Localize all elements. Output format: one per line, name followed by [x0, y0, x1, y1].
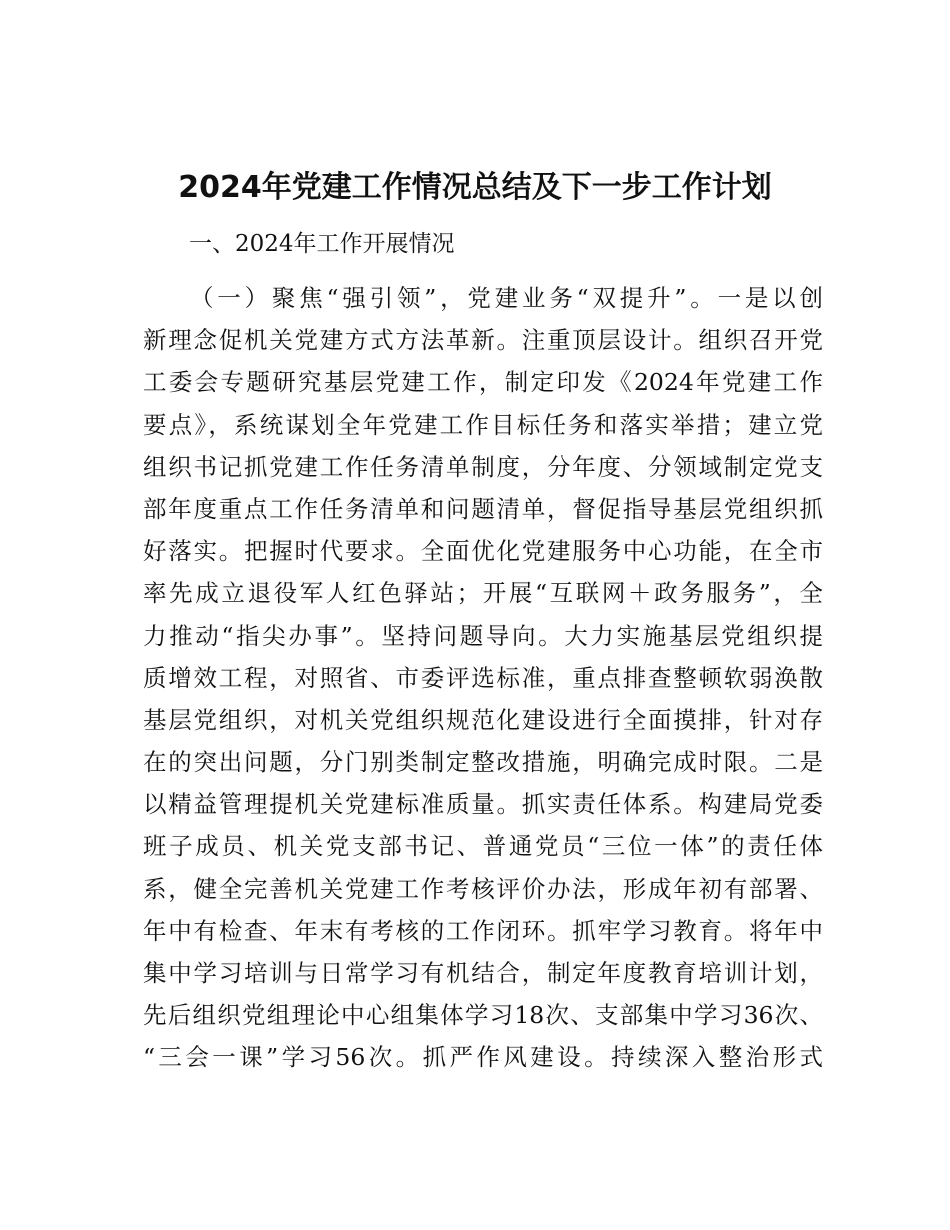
- paragraph-line: “三会一课”学习56次。抓严作风建设。持续深入整治形式: [143, 1043, 823, 1072]
- section-heading: 一、2024年工作开展情况: [189, 231, 455, 257]
- paragraph-line: 质增效工程，对照省、市委评选标准，重点排查整顿软弱涣散: [143, 663, 823, 692]
- body-paragraph: [143, 277, 823, 1079]
- paragraph-line: 班子成员、机关党支部书记、普通党员“三位一体”的责任体: [143, 832, 823, 861]
- paragraph-line: 集中学习培训与日常学习有机结合，制定年度教育培训计划，: [143, 959, 823, 987]
- paragraph-line: 力推动“指尖办事”。坚持问题导向。大力实施基层党组织提: [143, 621, 823, 650]
- document-title: 2024年党建工作情况总结及下一步工作计划: [178, 170, 772, 205]
- paragraph-line: 组织书记抓党建工作任务清单制度，分年度、分领域制定党支: [143, 452, 823, 481]
- paragraph-line: 以精益管理提机关党建标准质量。抓实责任体系。构建局党委: [143, 790, 823, 819]
- paragraph-line: 在的突出问题，分门别类制定整改措施，明确完成时限。二是: [143, 748, 823, 777]
- paragraph-line: （一）聚焦“强引领”，党建业务“双提升”。一是以创: [190, 284, 823, 312]
- paragraph-line: 率先成立退役军人红色驿站；开展“互联网＋政务服务”，全: [143, 579, 823, 608]
- paragraph-line: 好落实。把握时代要求。全面优化党建服务中心功能，在全市: [143, 537, 823, 566]
- paragraph-line: 系，健全完善机关党建工作考核评价办法，形成年初有部署、: [143, 874, 823, 903]
- paragraph-line: 新理念促机关党建方式方法革新。注重顶层设计。组织召开党: [143, 326, 823, 355]
- paragraph-line: 工委会专题研究基层党建工作，制定印发《2024年党建工作: [143, 368, 823, 397]
- paragraph-line: 要点》，系统谋划全年党建工作目标任务和落实举措；建立党: [143, 410, 823, 439]
- paragraph-line: 年中有检查、年末有考核的工作闭环。抓牢学习教育。将年中: [143, 916, 823, 945]
- paragraph-line: 基层党组织，对机关党组织规范化建设进行全面摸排，针对存: [143, 705, 823, 734]
- paragraph-line: 先后组织党组理论中心组集体学习18次、支部集中学习36次、: [143, 1001, 823, 1030]
- paragraph-line: 部年度重点工作任务清单和问题清单，督促指导基层党组织抓: [143, 494, 823, 523]
